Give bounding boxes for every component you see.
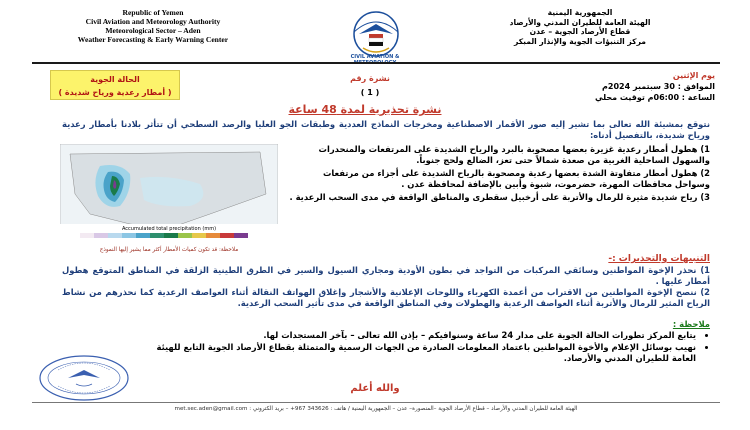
forecast-item: 1) هطول أمطار رعدية غزيرة بعضها مصحوبة بالبرد والرياح الشديدة على المرتفعات والمنحدرات والسهول الساحلية الغربية من صعدة شمالاً حتى تعز، الضالع ولحج جنوباً. (318, 144, 710, 165)
date-line: الموافق : 30 سبتمبر 2024م (602, 82, 715, 91)
status-label: الحالة الجوية (90, 75, 140, 84)
official-stamp (36, 352, 132, 404)
map-color-scale (80, 233, 248, 238)
document-title: نشرة تحذيرية لمدة 48 ساعة (288, 103, 442, 116)
header-ar-line1: الجمهورية اليمنية (547, 8, 613, 17)
header-ar-line3: قطاع الأرصاد الجوية – عدن (529, 27, 631, 36)
notes-title: ملاحظة : (672, 319, 710, 329)
bulletin-value: ( 1 ) (360, 88, 380, 97)
authority-logo (345, 8, 407, 60)
header-en-line3: Meteorological Sector – Aden (105, 26, 201, 35)
header-en-line1: Republic of Yemen (122, 8, 184, 17)
warning-item: 2) ننصح الإخوة المواطنين من الاقتراب من أعمدة الكهرباء واللوحات الإعلانية والأشجار وإغلاق الهواتف النقالة أثناء العواصف الرعدية كما نحذرهم من نشاط الرياح المثير للرمال والأتربة أثناء العواصف الرعدية والهطولات وفي المناطق الواقعة في مدى تأثير السحب الرعدية. (62, 287, 710, 308)
header-divider (32, 62, 720, 64)
bulletin-number (340, 72, 400, 100)
time-line: الساعة : 06:00م توقيت محلي (595, 93, 715, 102)
date-day: يوم الإثنين (672, 71, 715, 80)
footer-divider (32, 402, 720, 403)
forecast-item: 3) رياح شديدة مثيرة للرمال والأتربة على أرخبيل سقطرى والمناطق الواقعة في مدى السحب الرعدية . (289, 192, 710, 202)
notes-list (140, 330, 710, 365)
warning-item: 1) نحذر الإخوة المواطنين وسائقي المركبات من التواجد في بطون الأودية ومجاري السيول والسير في الطرق الطينية الزلقة في المناطق المتوقع هطول أمطار عليها . (62, 265, 710, 286)
weather-status-box (50, 70, 180, 100)
precipitation-map (60, 144, 278, 244)
intro-paragraph: نتوقع بمشيئة الله تعالى بما تشير إليه صور الأقمار الاصطناعية ومخرجات النماذج العددية وطبقات الجو العليا والرصد السطحي أن تتأثر بلادنا بأمطار رعدية ورياح شديدة، بالتفصيل أدناه: (62, 119, 710, 140)
warnings-list (62, 265, 710, 309)
status-value: ( أمطار رعدية ورياح شديدة ) (58, 88, 172, 97)
date-block (540, 70, 715, 103)
forecast-items (285, 144, 710, 205)
map-caption: ملاحظة: قد تكون كميات الأمطار أكثر مما يشير إليها النموذج (99, 247, 239, 253)
footer-contact: الهيئة العامة للطيران المدني والأرصاد – قطاع الأرصاد الجوية –المنصورة– عدن – الجمهورية اليمنية / هاتف : 343626 967+ – بريد الكتروني : met.sec.aden@gmail.com (174, 406, 578, 412)
english-header (38, 8, 268, 44)
header-en-line4: Weather Forecasting & Early Warning Center (77, 35, 229, 44)
note-item: • يتابع المركز تطورات الحالة الجوية على مدار 24 ساعة وسنوافيكم – بإذن الله تعالى – بآخر المستجدات لها. (140, 330, 696, 341)
note-item: • نهيب بوسائل الإعلام والأخوة المواطنين باعتماد المعلومات الصادرة من الجهات الرسمية والمتمثلة بقطاع الأرصاد الجوية التابع للهيئة العامة للطيران المدني والأرصاد. (140, 342, 696, 364)
warnings-title: التنبيهات والتحذيرات :- (608, 254, 710, 264)
map-legend-title: Accumulated total precipitation (mm) (121, 226, 217, 232)
header-ar-line2: الهيئة العامة للطيران المدني والأرصاد (509, 17, 651, 27)
header-ar-line4: مركز التنبؤات الجوية والإنذار المبكر (513, 36, 646, 46)
closing-text: والله أعلم (350, 383, 400, 394)
bulletin-label: نشرة رقم (350, 74, 390, 83)
forecast-item: 2) هطول أمطار متفاوتة الشدة بعضها رعدية ومصحوبة بالرياح الشديدة على أجزاء من مرتفعات وسواحل محافظات المهرة، حضرموت، شبوة وأبين بالإضافة لمحافظة عدن . (322, 168, 710, 189)
logo-caption: CIVIL AVIATION & (350, 54, 400, 60)
arabic-header (455, 8, 705, 46)
header-en-line2: Civil Aviation and Meteorology Authority (85, 17, 221, 26)
